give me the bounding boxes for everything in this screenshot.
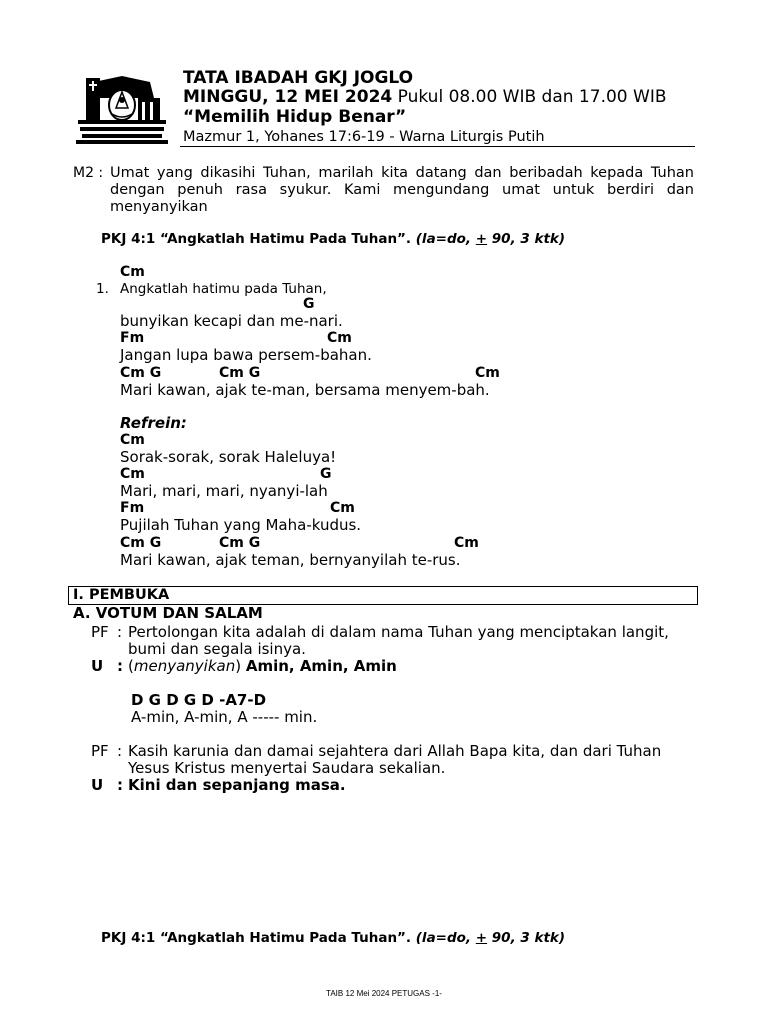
response-text: Kini dan sepanjang masa.	[128, 776, 346, 794]
response-text: Amin, Amin, Amin	[245, 657, 397, 675]
chord: Cm G	[120, 365, 162, 381]
song-title	[101, 231, 565, 248]
subsection-title: A. VOTUM DAN SALAM	[73, 604, 263, 622]
chord: Cm	[330, 500, 355, 516]
song-title-repeat: PKJ 4:1 “Angkatlah Hatimu Pada Tuhan”. (la=do, + 90, 3 ktk)	[101, 930, 566, 946]
chord: Fm	[120, 500, 145, 516]
chord: Cm G	[219, 365, 261, 381]
chord: G	[303, 296, 315, 312]
header-divider	[180, 146, 695, 147]
pf-text: Yesus Kristus menyertai Saudara sekalian.	[128, 759, 446, 777]
refrain-line: Pujilah Tuhan yang Maha-kudus.	[120, 516, 362, 534]
section-title: I. PEMBUKA	[73, 587, 170, 603]
chord: Fm	[120, 330, 145, 346]
chord: Cm	[475, 365, 500, 381]
pf-text: Kasih karunia dan damai sejahtera dari Allah Bapa kita, dan dari Tuhan	[128, 742, 662, 760]
chord: Cm	[120, 264, 145, 280]
verse-line: Angkatlah hatimu pada Tuhan,	[120, 281, 327, 297]
song-title-main: PKJ 4:1 “Angkatlah Hatimu Pada Tuhan”.	[101, 231, 416, 247]
m2-paragraph: Umat yang dikasihi Tuhan, marilah kita datang dan beribadah kepada Tuhan dengan penuh rasa syukur. Kami mengundang umat untuk berdiri dan menyanyikan	[110, 165, 694, 215]
chord: Cm	[120, 432, 145, 448]
sermon-theme: “Memilih Hidup Benar”	[183, 107, 407, 127]
chord: G	[320, 466, 332, 482]
pf-text: Pertolongan kita adalah di dalam nama Tuhan yang menciptakan langit,	[128, 623, 669, 641]
verse-line: Mari kawan, ajak te-man, bersama menyem-bah.	[120, 381, 490, 399]
scripture-readings: Mazmur 1, Yohanes 17:6-19 - Warna Liturgis Putih	[183, 129, 545, 145]
church-logo-icon	[76, 74, 168, 144]
song-key-b: 90, 3 ktk)	[487, 231, 566, 247]
song-plusminus: +	[475, 231, 488, 247]
time-text: Pukul 08.00 WIB dan 17.00 WIB	[392, 87, 667, 107]
speaker-label-u: U	[91, 657, 104, 675]
pf-text: bumi dan segala isinya.	[128, 640, 306, 658]
service-date	[183, 87, 667, 108]
speaker-label-u: U	[91, 776, 104, 794]
page-footer: TAIB 12 Mei 2024 PETUGAS -1-	[326, 989, 442, 998]
instruction-text: menyanyikan	[133, 657, 236, 675]
amin-chords: D G D G D -A7-D	[131, 691, 267, 709]
verse-line: bunyikan kecapi dan me-nari.	[120, 312, 343, 330]
song-key-a: (la=do,	[415, 231, 476, 247]
u-response: (menyanyikan) Amin, Amin, Amin	[128, 657, 397, 675]
m2-label: M2 :	[73, 165, 104, 181]
chord: Cm G	[120, 535, 162, 551]
page-title: TATA IBADAH GKJ JOGLO	[183, 68, 414, 88]
chord: Cm	[120, 466, 145, 482]
section-heading-box	[68, 586, 698, 605]
chord: Cm	[454, 535, 479, 551]
amin-lyrics: A-min, A-min, A ----- min.	[131, 708, 318, 726]
chord: Cm	[327, 330, 352, 346]
verse-number: 1.	[96, 281, 109, 297]
date-text: MINGGU, 12 MEI 2024	[183, 87, 393, 107]
speaker-label-pf: PF	[91, 742, 109, 760]
verse-line: Jangan lupa bawa persem-bahan.	[120, 346, 372, 364]
refrain-line: Sorak-sorak, sorak Haleluya!	[120, 448, 337, 466]
refrain-line: Mari kawan, ajak teman, bernyanyilah te-rus.	[120, 551, 461, 569]
refrain-line: Mari, mari, mari, nyanyi-lah	[120, 482, 328, 500]
refrain-label: Refrein:	[120, 414, 187, 432]
chord: Cm G	[219, 535, 261, 551]
speaker-label-pf: PF	[91, 623, 109, 641]
